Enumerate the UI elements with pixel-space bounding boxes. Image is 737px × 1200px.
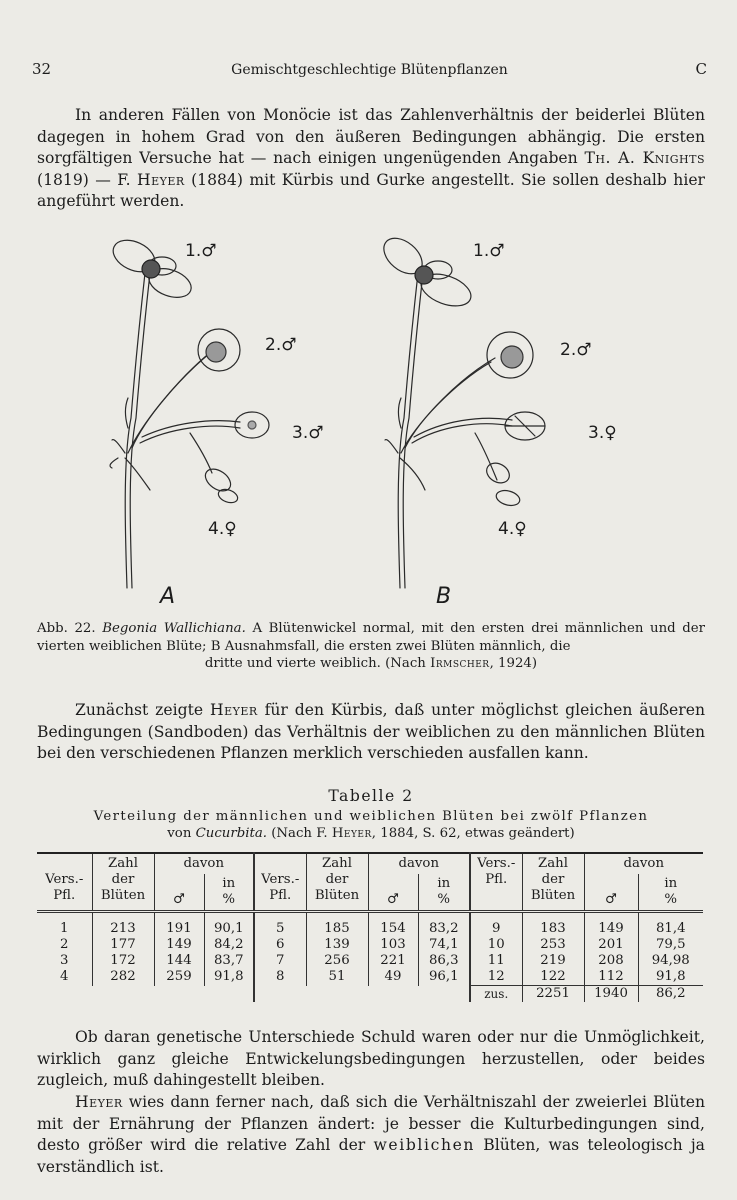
table-cell: 74,1 [418, 937, 470, 953]
table-cell: 86,3 [418, 953, 470, 969]
table-cell: 90,1 [204, 912, 254, 938]
data-table [37, 852, 703, 1002]
h-pfl: Pfl. [53, 888, 76, 903]
label-a4: 4.♀ [208, 519, 237, 539]
paragraph-intro [37, 105, 705, 213]
table-caption-a: von [167, 826, 196, 841]
col-header-male-1 [154, 874, 204, 912]
table-cell: 4 [37, 969, 92, 986]
table-row [37, 953, 703, 969]
col-header-pct-3 [638, 874, 703, 912]
label-a1: 1.♂ [185, 241, 217, 261]
page-header [32, 60, 707, 82]
table-cell: 201 [584, 937, 638, 953]
h-der: der [325, 872, 349, 887]
table-cell: 219 [522, 953, 584, 969]
h-davon: davon [398, 856, 440, 871]
table-cell: 144 [154, 953, 204, 969]
col-header-vers-1 [37, 853, 92, 912]
author-heyer: Heyer [136, 170, 185, 189]
table-cell: 213 [92, 912, 154, 938]
h-vers: Vers.- [477, 856, 516, 871]
table-total-zahl: 2251 [522, 986, 584, 1003]
para2-text-1: Zunächst zeigte [75, 701, 210, 719]
table-total-label: zus. [470, 986, 522, 1003]
col-header-davon-1 [154, 853, 254, 874]
col-header-vers-2 [254, 853, 306, 912]
signature-mark: C [695, 60, 707, 78]
table-empty-cell [368, 986, 418, 1003]
col-header-zahl-3 [522, 853, 584, 912]
col-header-zahl-2 [306, 853, 368, 912]
paragraph-nutrition [37, 1092, 705, 1178]
table-cell: 149 [584, 912, 638, 938]
para4-spaced-word: weiblichen [373, 1136, 476, 1154]
h-blueten: Blüten [530, 888, 576, 903]
table-title: Tabelle 2 [328, 787, 414, 805]
running-title: Gemischtgeschlechtige Blütenpflanzen [231, 62, 508, 78]
table-caption-line1: Verteilung der männlichen und weiblichen Blüten bei zwölf Pflanzen [93, 809, 649, 824]
table-cell: 221 [368, 953, 418, 969]
table-cell: 8 [254, 969, 306, 986]
col-header-male-2 [368, 874, 418, 912]
table-caption [37, 808, 705, 842]
table-empty-cell [204, 986, 254, 1003]
h-davon: davon [183, 856, 225, 871]
h-in: in [222, 876, 236, 891]
table-cell: 3 [37, 953, 92, 969]
table-empty-cell [92, 986, 154, 1003]
page-number: 32 [32, 60, 52, 78]
col-header-zahl-1 [92, 853, 154, 912]
table-cell: 12 [470, 969, 522, 986]
h-in: in [664, 876, 678, 891]
table-cell: 149 [154, 937, 204, 953]
h-vers: Vers.- [45, 872, 84, 887]
table-cell: 6 [254, 937, 306, 953]
table-cell: 183 [522, 912, 584, 938]
caption-species: Begonia Wallichiana. [102, 621, 246, 636]
table-total-row [37, 986, 703, 1003]
h-zahl: Zahl [322, 856, 352, 871]
caption-last-end: , 1924) [489, 656, 538, 671]
table-caption-author: Heyer [331, 826, 372, 841]
table-cell: 83,7 [204, 953, 254, 969]
table-cell: 253 [522, 937, 584, 953]
table-cell: 282 [92, 969, 154, 986]
h-der: der [111, 872, 135, 887]
para2-author: Heyer [209, 701, 258, 719]
table-cell: 84,2 [204, 937, 254, 953]
table-cell: 154 [368, 912, 418, 938]
table-body [37, 912, 703, 1003]
table-cell: 122 [522, 969, 584, 986]
para2-text-2: für den Kürbis, daß unter möglichst gleichen äußeren Bedingungen (Sandboden) das Verhältnis der weiblichen zu den männlichen Blüten bei den verschiedenen Pflanzen merklich verschieden ausfallen kann. [37, 701, 705, 762]
table-cell: 83,2 [418, 912, 470, 938]
h-pct: % [437, 892, 451, 907]
h-vers: Vers.- [261, 872, 300, 887]
caption-text: A Blütenwickel normal, mit den ersten drei männlichen und der vierten weiblichen Blüte; B Ausnahmsfall, die ersten zwei Blüten männlich, die [37, 621, 706, 654]
h-zahl: Zahl [538, 856, 568, 871]
table-cell: 11 [470, 953, 522, 969]
table-empty-cell [154, 986, 204, 1003]
table-caption-genus: Cucurbita. [195, 826, 267, 841]
h-blueten: Blüten [100, 888, 146, 903]
label-a3: 3.♂ [292, 423, 324, 443]
para4-text-2: Blüten, was teleologisch ja verständlich ist. [37, 1136, 705, 1176]
table-empty-cell [37, 986, 92, 1003]
begonia-figure [100, 228, 640, 613]
col-header-pct-1 [204, 874, 254, 912]
table-cell: 191 [154, 912, 204, 938]
table-cell: 112 [584, 969, 638, 986]
label-b2: 2.♂ [560, 340, 592, 360]
table-total-male: 1940 [584, 986, 638, 1003]
label-b3: 3.♀ [588, 423, 617, 443]
table-cell: 259 [154, 969, 204, 986]
h-pct: % [222, 892, 236, 907]
h-male: ♂ [605, 892, 617, 907]
caption-last-line: dritte und vierte weiblich. (Nach [204, 656, 431, 671]
panel-a-drawing [108, 234, 269, 588]
table-cell: 91,8 [655, 969, 686, 984]
caption-author: Irmscher [430, 656, 490, 671]
intro-text-3: (1884) mit Kürbis und Gurke angestellt. Sie sollen deshalb hier angeführt werden. [37, 170, 706, 210]
h-male: ♂ [387, 892, 399, 907]
author-knights: Th. A. Knights [584, 149, 705, 167]
table-cell: 94,98 [651, 953, 690, 968]
h-der: der [541, 872, 565, 887]
table-cell: 51 [306, 969, 368, 986]
panel-label-b: B [436, 584, 452, 609]
label-b4: 4.♀ [498, 519, 527, 539]
h-pct: % [664, 892, 678, 907]
figure-caption [37, 620, 705, 673]
table-empty-cell [254, 986, 306, 1003]
table-caption-c: (Nach F. [266, 826, 332, 841]
table-empty-cell [418, 986, 470, 1003]
table-cell: 91,8 [204, 969, 254, 986]
table-row [37, 937, 703, 953]
table-total-pct: 86,2 [638, 986, 703, 1003]
table-caption-e: , 1884, S. 62, etwas geändert) [371, 826, 575, 841]
table-cell: 177 [92, 937, 154, 953]
table-cell: 2 [37, 937, 92, 953]
table-empty-cell [306, 986, 368, 1003]
h-davon: davon [623, 856, 665, 871]
col-header-vers-3 [470, 853, 522, 912]
table-cell: 96,1 [418, 969, 470, 986]
paragraph-heyer-pumpkin [37, 700, 705, 765]
h-pfl: Pfl. [269, 888, 292, 903]
paragraph-genetics [37, 1027, 705, 1092]
table-cell: 7 [254, 953, 306, 969]
table-cell: 10 [470, 937, 522, 953]
table-cell: 208 [584, 953, 638, 969]
para4-author: Heyer [75, 1093, 123, 1111]
label-b1: 1.♂ [473, 241, 505, 261]
para4-text-1: wies dann ferner nach, daß sich die Verhältniszahl der zweierlei Blüten mit der Ernährung der Pflanzen ändert: je besser die Kulturbedingungen sind, desto größer wird die relative Zahl der [37, 1093, 705, 1154]
h-pfl: Pfl. [485, 872, 508, 887]
para3-text: Ob daran genetische Unterschiede Schuld waren oder nur die Unmöglichkeit, wirklich ganz gleiche Entwickelungsbedingungen herzustellen, oder beides zugleich, muß dahingestellt bleiben. [37, 1028, 705, 1089]
h-blueten: Blüten [314, 888, 360, 903]
col-header-pct-2 [418, 874, 470, 912]
caption-number: Abb. 22. [37, 621, 96, 636]
h-male: ♂ [173, 892, 185, 907]
table-cell: 81,4 [655, 921, 686, 936]
table-cell: 49 [368, 969, 418, 986]
table-cell: 1 [37, 912, 92, 938]
table-cell: 5 [254, 912, 306, 938]
label-a2: 2.♂ [265, 335, 297, 355]
table-cell: 103 [368, 937, 418, 953]
table-cell: 185 [306, 912, 368, 938]
col-header-davon-2 [368, 853, 470, 874]
table-cell: 139 [306, 937, 368, 953]
table-row [37, 912, 703, 938]
panel-label-a: A [160, 584, 176, 609]
table-row [37, 969, 703, 986]
table-cell: 172 [92, 953, 154, 969]
intro-text-2: (1819) — F. [37, 170, 137, 189]
h-zahl: Zahl [108, 856, 138, 871]
table-cell: 256 [306, 953, 368, 969]
col-header-davon-3 [584, 853, 703, 874]
h-in: in [437, 876, 451, 891]
col-header-male-3 [584, 874, 638, 912]
table-cell: 79,5 [655, 937, 686, 952]
table-cell: 9 [470, 912, 522, 938]
intro-text-1: In anderen Fällen von Monöcie ist das Zahlenverhältnis der beiderlei Blüten dagegen in hohem Grad von den äußeren Bedingungen abhängig. Die ersten sorgfältigen Versuche hat — nach einigen ungenügenden Angaben [37, 106, 705, 167]
